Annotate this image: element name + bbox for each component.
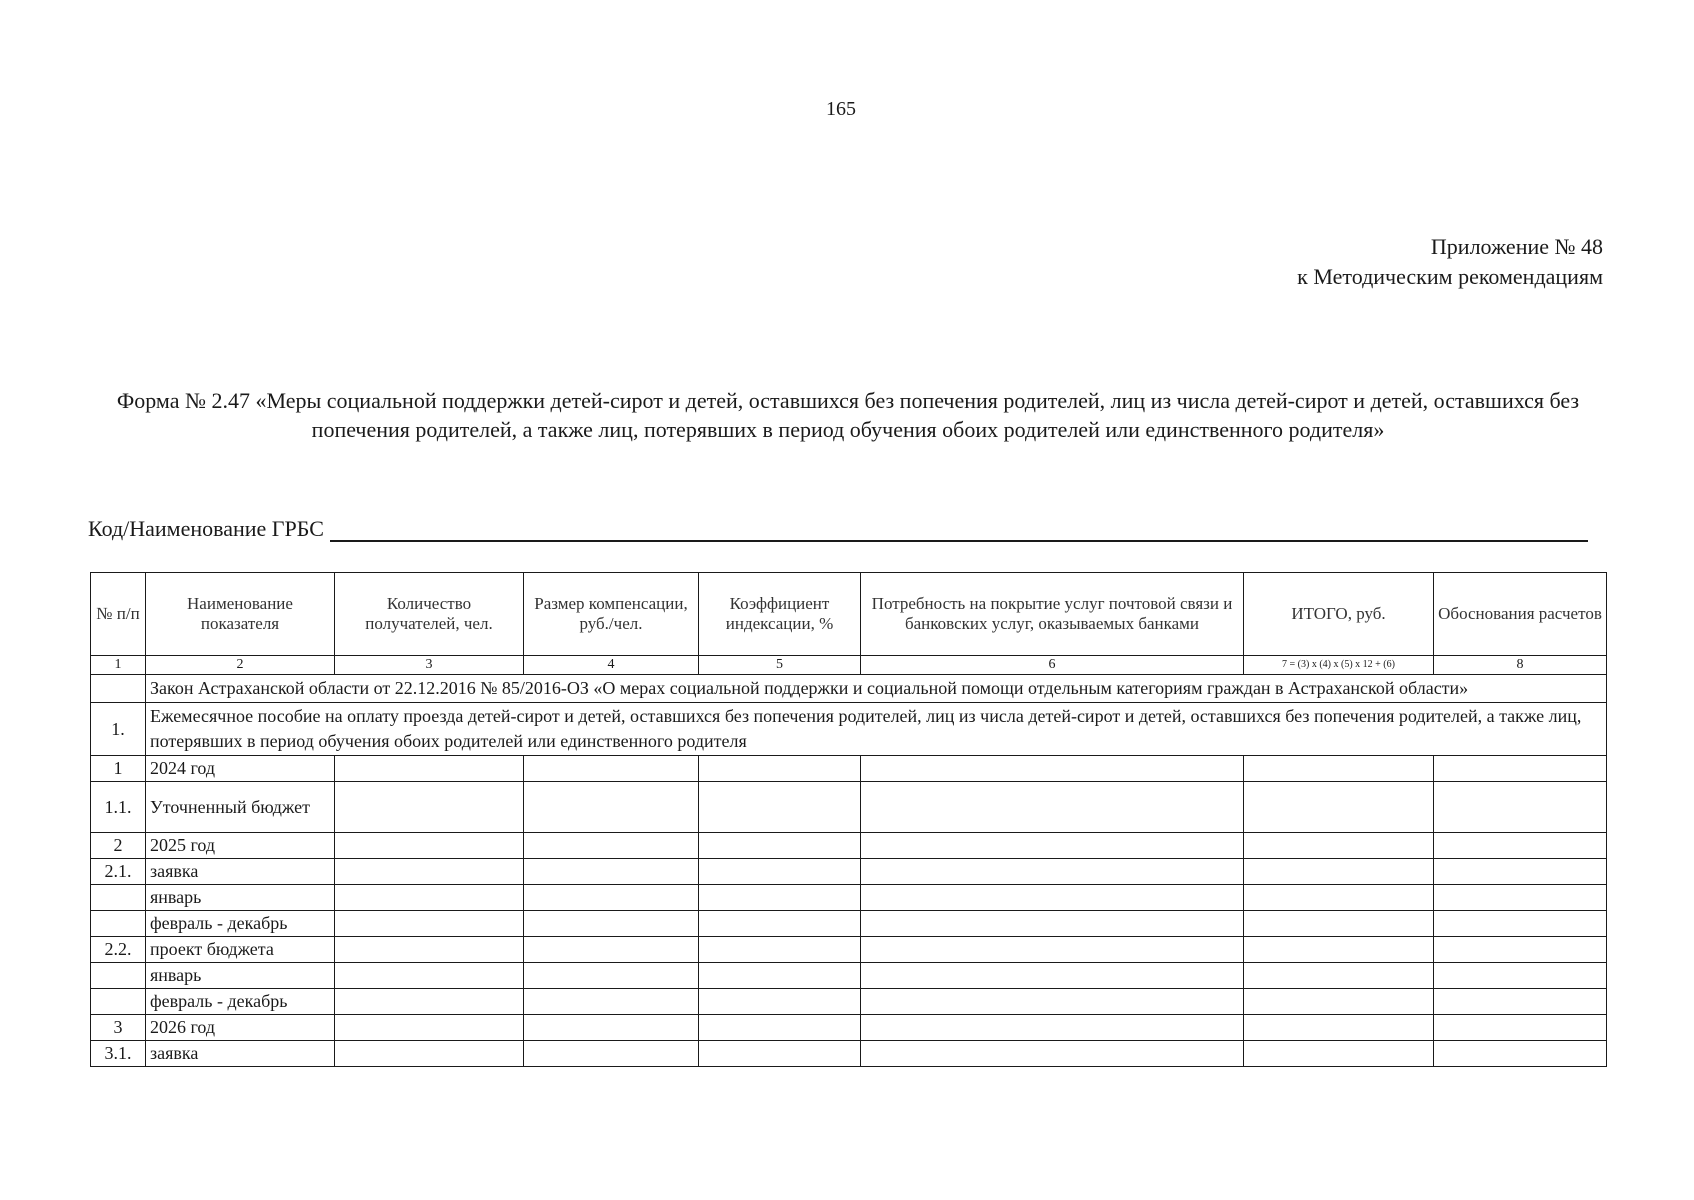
section-index: 1.	[91, 703, 146, 756]
grbs-label: Код/Наименование ГРБС	[88, 516, 324, 541]
empty-cell	[524, 782, 699, 833]
empty-cell	[335, 885, 524, 911]
header-index: № п/п	[91, 573, 146, 656]
empty-cell	[335, 911, 524, 937]
empty-cell	[1434, 859, 1607, 885]
empty-cell	[699, 782, 861, 833]
empty-cell	[524, 911, 699, 937]
table-row	[91, 756, 1607, 782]
empty-cell	[861, 911, 1244, 937]
law-index-cell	[91, 675, 146, 703]
empty-cell	[335, 1041, 524, 1067]
row-label: 2025 год	[146, 833, 335, 859]
column-number-row	[91, 656, 1607, 675]
row-label: заявка	[146, 859, 335, 885]
empty-cell	[699, 885, 861, 911]
row-index: 1.1.	[91, 782, 146, 833]
empty-cell	[699, 937, 861, 963]
row-label: январь	[146, 885, 335, 911]
row-index	[91, 989, 146, 1015]
empty-cell	[335, 1015, 524, 1041]
empty-cell	[699, 989, 861, 1015]
row-label: 2024 год	[146, 756, 335, 782]
empty-cell	[699, 1041, 861, 1067]
empty-cell	[524, 937, 699, 963]
row-label: февраль - декабрь	[146, 989, 335, 1015]
row-index	[91, 885, 146, 911]
empty-cell	[861, 756, 1244, 782]
row-label: проект бюджета	[146, 937, 335, 963]
row-index: 2.2.	[91, 937, 146, 963]
empty-cell	[1244, 911, 1434, 937]
empty-cell	[699, 963, 861, 989]
grbs-field	[88, 516, 1588, 542]
empty-cell	[1244, 937, 1434, 963]
table-row	[91, 782, 1607, 833]
form-title: Форма № 2.47 «Меры социальной поддержки детей-сирот и детей, оставшихся без попечения родителей, лиц из числа детей-сирот и детей, оставшихся без попечения родителей, а также лиц, потерявших в период обучения обоих родителей или единственного родителя»	[116, 388, 1580, 442]
empty-cell	[335, 937, 524, 963]
empty-cell	[699, 1015, 861, 1041]
row-label: январь	[146, 963, 335, 989]
empty-cell	[699, 756, 861, 782]
column-number: 5	[699, 656, 861, 675]
empty-cell	[1244, 859, 1434, 885]
empty-cell	[335, 756, 524, 782]
appendix-number: Приложение № 48	[1430, 234, 1603, 259]
column-number-formula: 7 = (3) x (4) x (5) x 12 + (6)	[1244, 656, 1434, 675]
empty-cell	[524, 885, 699, 911]
empty-cell	[335, 963, 524, 989]
row-index: 2	[91, 833, 146, 859]
header-postal-bank-services: Потребность на покрытие услуг почтовой связи и банковских услуг, оказываемых банками	[861, 573, 1244, 656]
empty-cell	[1434, 937, 1607, 963]
empty-cell	[1434, 782, 1607, 833]
table-row	[91, 833, 1607, 859]
header-row	[91, 573, 1607, 656]
empty-cell	[1244, 833, 1434, 859]
empty-cell	[861, 885, 1244, 911]
row-index: 3.1.	[91, 1041, 146, 1067]
grbs-fill-line	[330, 520, 1588, 542]
row-index	[91, 963, 146, 989]
empty-cell	[861, 782, 1244, 833]
page-number: 165	[826, 98, 856, 120]
row-index: 2.1.	[91, 859, 146, 885]
header-compensation-amount: Размер компенсации, руб./чел.	[524, 573, 699, 656]
empty-cell	[335, 833, 524, 859]
empty-cell	[861, 963, 1244, 989]
empty-cell	[1244, 782, 1434, 833]
row-index: 1	[91, 756, 146, 782]
empty-cell	[524, 963, 699, 989]
law-row	[91, 675, 1607, 703]
header-justification: Обоснования расчетов	[1434, 573, 1607, 656]
empty-cell	[335, 782, 524, 833]
table-row	[91, 885, 1607, 911]
row-label: 2026 год	[146, 1015, 335, 1041]
table-row	[91, 937, 1607, 963]
empty-cell	[861, 833, 1244, 859]
empty-cell	[699, 833, 861, 859]
appendix-reference	[1297, 232, 1603, 292]
empty-cell	[861, 1015, 1244, 1041]
empty-cell	[1434, 885, 1607, 911]
header-recipients-count: Количество получателей, чел.	[335, 573, 524, 656]
row-label: февраль - декабрь	[146, 911, 335, 937]
table-row	[91, 1015, 1607, 1041]
empty-cell	[1434, 833, 1607, 859]
empty-cell	[335, 859, 524, 885]
table-row	[91, 1041, 1607, 1067]
appendix-subtitle: к Методическим рекомендациям	[1297, 264, 1603, 289]
section-text: Ежемесячное пособие на оплату проезда детей-сирот и детей, оставшихся без попечения родителей, лиц из числа детей-сирот и детей, оставшихся без попечения родителей, а также лиц, потерявших в период обучения обоих родителей или единственного родителя	[146, 703, 1607, 756]
empty-cell	[524, 1041, 699, 1067]
column-number: 8	[1434, 656, 1607, 675]
empty-cell	[1434, 1041, 1607, 1067]
column-number: 1	[91, 656, 146, 675]
form-table	[90, 572, 1607, 1067]
column-number: 2	[146, 656, 335, 675]
empty-cell	[524, 833, 699, 859]
empty-cell	[1244, 885, 1434, 911]
row-label: заявка	[146, 1041, 335, 1067]
empty-cell	[524, 1015, 699, 1041]
row-label: Уточненный бюджет	[146, 782, 335, 833]
empty-cell	[1434, 989, 1607, 1015]
empty-cell	[1244, 1015, 1434, 1041]
row-index	[91, 911, 146, 937]
empty-cell	[1244, 963, 1434, 989]
header-total: ИТОГО, руб.	[1244, 573, 1434, 656]
empty-cell	[1434, 963, 1607, 989]
law-text: Закон Астраханской области от 22.12.2016 № 85/2016-ОЗ «О мерах социальной поддержки и социальной помощи отдельным категориям граждан в Астраханской области»	[146, 675, 1607, 703]
header-indexation-coefficient: Коэффициент индексации, %	[699, 573, 861, 656]
column-number: 4	[524, 656, 699, 675]
table-row	[91, 989, 1607, 1015]
empty-cell	[1244, 756, 1434, 782]
table-row	[91, 859, 1607, 885]
empty-cell	[1244, 989, 1434, 1015]
empty-cell	[861, 1041, 1244, 1067]
empty-cell	[335, 989, 524, 1015]
column-number: 6	[861, 656, 1244, 675]
empty-cell	[524, 756, 699, 782]
empty-cell	[699, 911, 861, 937]
empty-cell	[861, 937, 1244, 963]
table-row	[91, 963, 1607, 989]
table-row	[91, 911, 1607, 937]
empty-cell	[524, 859, 699, 885]
empty-cell	[861, 859, 1244, 885]
empty-cell	[524, 989, 699, 1015]
empty-cell	[699, 859, 861, 885]
section-row	[91, 703, 1607, 756]
empty-cell	[861, 989, 1244, 1015]
empty-cell	[1244, 1041, 1434, 1067]
empty-cell	[1434, 1015, 1607, 1041]
empty-cell	[1434, 756, 1607, 782]
empty-cell	[1434, 911, 1607, 937]
row-index: 3	[91, 1015, 146, 1041]
column-number: 3	[335, 656, 524, 675]
header-indicator-name: Наименование показателя	[146, 573, 335, 656]
